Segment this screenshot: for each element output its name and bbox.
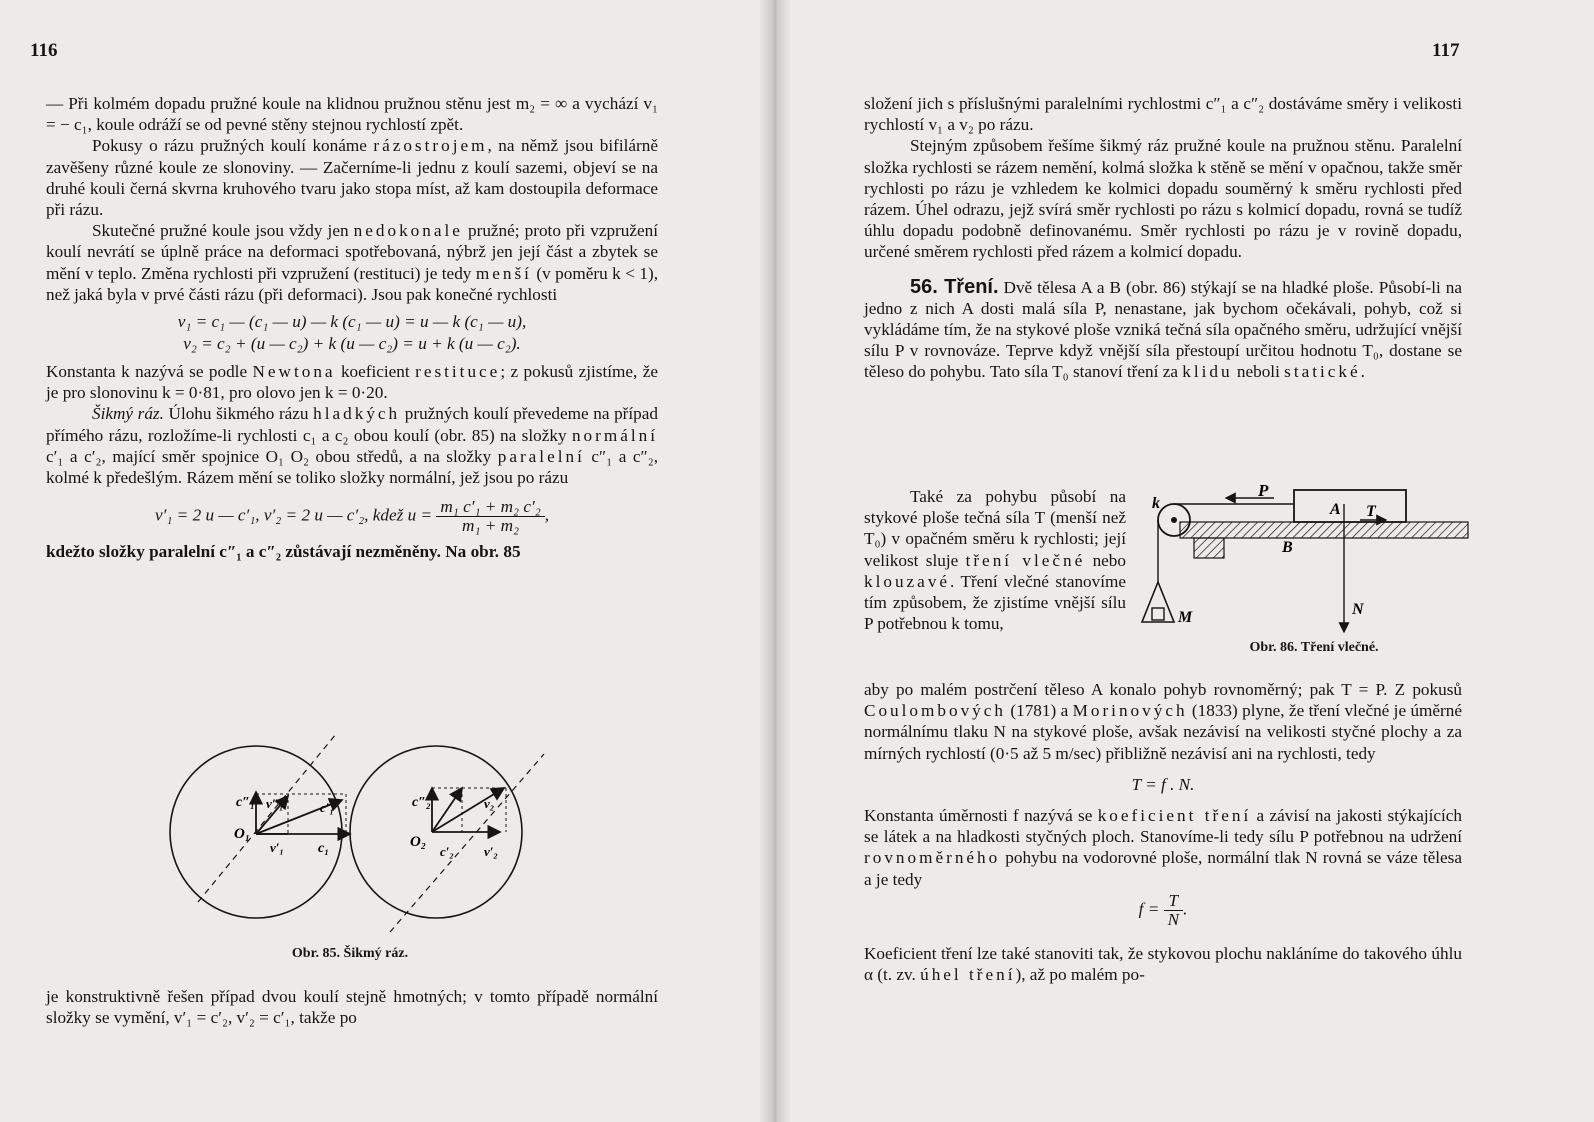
equation-normal-components: v′₁ = 2 u — c′₁, v′₂ = 2 u — c′₂, kdež u = $\frac{\text{m₁ c′₁ + m₂ c′₂}}{\text{m₁ + m₂}}$ , xyxy=(155,497,549,536)
spaced-term: nedokonale xyxy=(353,221,463,241)
text-run: (v poměru k < 1), než jaká byla v prvé části rázu (při deformaci). Jsou pak konečné rychlosti xyxy=(46,263,658,304)
spaced-term: hladkých xyxy=(313,404,401,424)
text-run: Koeficient tření lze také stanoviti tak, že stykovou plochu nakláníme do takového úhlu α (t. zv. xyxy=(864,943,1462,985)
figure-86-diagram xyxy=(1134,484,1484,640)
label-v2p: v′₂ xyxy=(484,844,498,859)
right-paragraph-6 xyxy=(864,943,1462,985)
vector-resultant-2 xyxy=(432,788,462,832)
right-text-bottom xyxy=(864,679,1462,985)
fraction-denominator: N xyxy=(1167,909,1180,929)
right-page xyxy=(784,0,1594,1122)
equation-end: . xyxy=(1183,899,1188,919)
text-run: . Tření vlečné stanovíme tím způsobem, že zjistíme vnější sílu P potřebnou k tomu, xyxy=(864,571,1126,634)
spaced-term: menší xyxy=(475,263,532,283)
label-M: M xyxy=(1178,609,1193,626)
left-text-top xyxy=(46,93,658,562)
spaced-term: klidu xyxy=(1182,362,1233,382)
right-paragraph-3 xyxy=(864,486,1126,634)
label-B: B xyxy=(1282,539,1293,556)
text-run: . xyxy=(1360,362,1365,382)
label-c1pp: c″₁ xyxy=(236,795,255,810)
text-run: (1781) a xyxy=(1006,701,1073,721)
equation-line: v₁ = c₁ — (c₁ — u) — k (c₁ — u) = u — k (c₁ — u), xyxy=(177,312,527,332)
left-text-bottom xyxy=(46,986,658,1028)
label-c1p: c′₁ xyxy=(320,800,334,815)
label-c2pp: c″₂ xyxy=(412,795,431,810)
text-run: Dvě tělesa A a B (obr. 86) stýkají se na hladké ploše. Působí-li na jedno z nich A dosti malá síla P, nenastane, jak bychom očekávali, pohyb, což si vykládáme tím, že na stykové ploše vzniká tečná síla opačného směru, udržující vnější sílu P v rovnováze. Teprve když vnější síla přestoupí určitou hodnotu T₀, dostane se těleso do pohybu. Tato síla T₀ stanoví tření za xyxy=(864,277,1462,382)
text-run: neboli xyxy=(1232,362,1285,382)
right-paragraph-5 xyxy=(864,805,1462,890)
trajectory-dashed-1 xyxy=(198,734,336,902)
equation-fraction xyxy=(1164,892,1183,929)
left-page xyxy=(0,0,768,1122)
figure-85-diagram xyxy=(140,728,580,944)
text-run: pohybu na vodorovné ploše, normální tlak N rovná se váze tělesa a je tedy xyxy=(864,848,1462,889)
page-number-right: 117 xyxy=(1432,40,1460,61)
text-run: Úlohu šikmého rázu xyxy=(163,404,314,424)
spaced-term: Morinových xyxy=(1072,701,1188,721)
left-paragraph-1: — Při kolmém dopadu pružné koule na klidnou pružnou stěnu jest m₂ = ∞ a vychází v₁ = − c₁, koule odráží se od pevné stěny stejnou rychlostí zpět. xyxy=(46,94,658,135)
label-v1p: v′₁ xyxy=(270,840,284,855)
section-heading: 56. Tření. xyxy=(910,275,999,298)
section-56 xyxy=(864,277,1462,383)
label-c1: c₁ xyxy=(318,841,330,856)
weight-block xyxy=(1152,608,1164,620)
text-run: nebo xyxy=(1085,550,1126,570)
text-run: Skutečné pružné koule jsou vždy jen xyxy=(92,221,354,241)
label-N: N xyxy=(1352,601,1364,618)
spaced-term: normální xyxy=(571,425,658,445)
text-run: pružné; proto při vzpružení koulí nevrátí se úplně práce na deformaci spotřebovaná, nýbrž jen její část a zbytek se mění v teplo. Změna rychlosti při vzpružení (restituci) je tedy xyxy=(46,221,658,283)
equation-left: v′₁ = 2 u — c′₁, v′₂ = 2 u — c′₂, kdež u = xyxy=(155,505,433,525)
text-run: ; z pokusů zjistíme, že je pro slonovinu k = 0·81, pro olovo jen k = 0·20. xyxy=(46,362,658,403)
spaced-term: úhel tření xyxy=(920,965,1016,985)
weight-M xyxy=(1142,582,1174,622)
label-v1pp: v″₁ xyxy=(266,796,284,811)
spaced-term: koeficient tření xyxy=(1097,806,1252,826)
text-run: c′₁ a c′₂, mající směr spojnice O₁ O₂ obou středů, a na složky xyxy=(46,446,498,466)
spaced-term: restituce xyxy=(415,362,501,382)
text-run: aby po malém postrčení těleso A konalo pohyb rovnoměrný; pak T = P. Z pokusů xyxy=(864,680,1462,699)
spaced-term: rázostrojem xyxy=(373,136,488,156)
text-run: (1833) plyne, že tření vlečné je úměrné normálnímu tlaku N na stykové ploše, avšak nezávisí na velikosti styčné plochy a za mírných rychlostí (0·5 až 5 m/sec) přibližně nezávisí ani na rychlosti, tedy xyxy=(864,701,1462,763)
text-run: a závisí na jakosti stýkajících se látek a na hladkosti styčných ploch. Stanovíme-li tedy sílu P potřebnou na udržení xyxy=(864,806,1463,847)
equation-final-velocities xyxy=(46,311,658,355)
left-paragraph-6: kdežto složky paralelní c″₁ a c″₂ zůstávají nezměněny. Na obr. 85 xyxy=(46,542,521,562)
equation-line: v₂ = c₂ + (u — c₂) + k (u — c₂) = u + k (u — c₂). xyxy=(183,334,521,354)
spaced-term: statické xyxy=(1284,362,1361,382)
label-k: k xyxy=(1152,495,1160,512)
pulley-axle xyxy=(1171,517,1177,523)
label-O1: O₁ xyxy=(234,826,251,842)
label-A: A xyxy=(1330,501,1341,518)
left-paragraph-5 xyxy=(46,403,658,488)
figure-86-caption: Obr. 86. Tření vlečné. xyxy=(1249,640,1379,655)
table-surface xyxy=(1180,522,1468,538)
table-leg xyxy=(1194,538,1224,558)
label-c2p: c′₂ xyxy=(440,844,454,859)
text-run: Také za pohybu působí na stykové ploše tečná síla T (menší než T₀) v opačném směru k rychlosti; její velikost sluje xyxy=(864,487,1126,570)
right-text-top xyxy=(864,93,1462,383)
fraction-numerator: T xyxy=(1164,892,1183,911)
spaced-term: klouzavé xyxy=(864,571,951,591)
right-paragraph-1: složení jich s příslušnými paralelními rychlostmi c″₁ a c″₂ dostáváme směry i velikosti rychlostí v₁ a v₂ po rázu. xyxy=(864,94,1462,135)
left-paragraph-2 xyxy=(46,135,658,220)
fraction-denominator: m₁ + m₂ xyxy=(462,516,520,536)
fraction-numerator: m₁ c′₁ + m₂ c′₂ xyxy=(436,498,544,517)
equation-left: f = xyxy=(1138,899,1160,919)
text-run: koeficient xyxy=(335,362,416,382)
left-paragraph-3 xyxy=(46,220,658,305)
label-T: T xyxy=(1366,503,1376,520)
equation-friction: T = f . N. xyxy=(1131,774,1195,794)
right-paragraph-4 xyxy=(864,679,1462,764)
page-number-left: 116 xyxy=(30,40,58,61)
left-paragraph-7: je konstruktivně řešen případ dvou koulí stejně hmotných; v tomto případě normální složky se vymění, v′₁ = c′₂, v′₂ = c′₁, takže po xyxy=(46,987,658,1028)
text-run: , na němž jsou bifilárně zavěšeny různé koule ze slonoviny. — Začerníme-li jednu z koulí sazemi, objeví se na druhé kouli černá skvrna kruhového tvaru jako stopa míst, až kam dostoupila deformace při rázu. xyxy=(46,136,658,220)
italic-heading: Šikmý ráz. xyxy=(92,404,164,424)
figure-85-caption: Obr. 85. Šikmý ráz. xyxy=(291,946,409,961)
body-A xyxy=(1294,490,1406,522)
right-paragraph-2: Stejným způsobem řešíme šikmý ráz pružné koule na pružnou stěnu. Paralelní složka rychlosti se rázem nemění, kolmá složka k stěně se mění v opačnou, takže směr rychlosti po rázu je vzhledem ke kolmici dopadu souměrný k směru rychlosti před rázem. Úhel odrazu, jejž svírá směr rychlosti po rázu s kolmicí dopadu, rovná se tudíž úhlu dopadu podobně definovanému. Směr rychlosti po rázu je v rovině dopadu, určené směrem rychlosti před rázem a kolmicí dopadu. xyxy=(864,136,1462,262)
equation-coefficient xyxy=(864,892,1462,929)
label-P: P xyxy=(1258,484,1269,500)
spaced-term: Newtona xyxy=(252,362,336,382)
equation-fraction xyxy=(436,498,544,535)
left-paragraph-4 xyxy=(46,361,658,403)
text-run: Konstanta úměrnosti f nazývá se xyxy=(864,806,1098,826)
spaced-term: Coulombových xyxy=(864,701,1006,721)
spaced-term: rovnoměrného xyxy=(864,848,1001,868)
text-run: pružných koulí převedeme na případ přímého rázu, rozložíme-li rychlosti c₁ a c₂ obou koulí (obr. 85) na složky xyxy=(46,404,658,445)
text-run: c″₁ a c″₂, kolmé k předešlým. Rázem mění se toliko složky normální, jež jsou po rázu xyxy=(46,446,659,488)
right-text-beside-figure xyxy=(864,486,1126,634)
text-run: Konstanta k nazývá se podle xyxy=(46,362,253,382)
label-O2: O₂ xyxy=(410,834,427,850)
spaced-term: paralelní xyxy=(497,446,585,466)
label-v2: v₂ xyxy=(484,796,495,811)
spaced-term: tření vlečné xyxy=(965,550,1086,570)
text-run: Pokusy o rázu pružných koulí konáme xyxy=(92,136,374,156)
text-run: ), až po malém po- xyxy=(1015,965,1145,985)
